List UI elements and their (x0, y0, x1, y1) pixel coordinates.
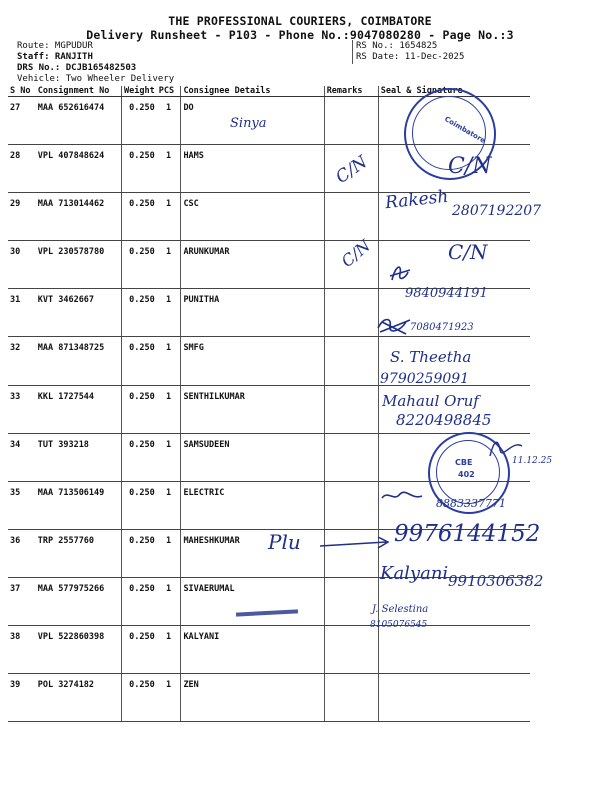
consignment-number: MAA 871348725 (36, 337, 122, 385)
serial-number: 33 (8, 385, 36, 433)
pieces-value: 1 (157, 529, 181, 577)
weight-value: 0.250 (122, 433, 157, 481)
consignee-name: SIVAERUMAL (181, 577, 324, 625)
consignee-name: KALYANI (181, 626, 324, 674)
serial-number: 30 (8, 241, 36, 289)
weight-value: 0.250 (122, 674, 157, 722)
signature-mark (380, 488, 424, 504)
table-row (8, 626, 530, 674)
stamp-text: 402 (458, 470, 475, 479)
consignment-number: TUT 393218 (36, 433, 122, 481)
col-header: Seal & Signature (378, 86, 530, 97)
weight-value: 0.250 (122, 97, 157, 145)
weight-value: 0.250 (122, 193, 157, 241)
remarks-cell (324, 433, 378, 481)
handwritten-name: Kalyani (380, 563, 449, 584)
runsheet-title: Delivery Runsheet - P103 - Phone No.:9047080280 - Page No.:3 (86, 28, 514, 42)
handwritten-note: C/N (332, 152, 372, 188)
arrow-mark (318, 534, 392, 554)
handwritten-note: C/N (448, 154, 492, 179)
remarks-cell (324, 674, 378, 722)
consignee-name: ELECTRIC (181, 481, 324, 529)
rs-no-label: RS No.: 1654825 (356, 41, 438, 51)
handwritten-note: C/N (448, 240, 488, 264)
rs-date-label: RS Date: 11-Dec-2025 (356, 52, 465, 62)
consignee-name: SENTHILKUMAR (181, 385, 324, 433)
weight-value: 0.250 (122, 241, 157, 289)
route-label: Route: MGPUDUR (17, 41, 93, 51)
pieces-value: 1 (157, 97, 181, 145)
remarks-cell (324, 626, 378, 674)
serial-number: 27 (8, 97, 36, 145)
stamp-text: CBE (455, 458, 473, 467)
pieces-value: 1 (157, 433, 181, 481)
drs-label: DRS No.: DCJB165482503 (17, 63, 137, 73)
consignment-number: VPL 407848624 (36, 145, 122, 193)
signature-mark (388, 262, 412, 284)
table-row (8, 674, 530, 722)
consignee-name: ARUNKUMAR (181, 241, 324, 289)
handwritten-phone: 9790259091 (380, 371, 470, 387)
pieces-value: 1 (157, 385, 181, 433)
rs-divider (352, 40, 353, 64)
serial-number: 34 (8, 433, 36, 481)
serial-number: 39 (8, 674, 36, 722)
handwritten-phone: 9840944191 (405, 286, 488, 301)
handwritten-phone: 9976144152 (394, 521, 541, 547)
company-title: THE PROFESSIONAL COURIERS, COIMBATORE (168, 14, 432, 28)
consignment-number: KVT 3462667 (36, 289, 122, 337)
consignee-name: CSC (181, 193, 324, 241)
staff-label: Staff: RANJITH (17, 52, 93, 62)
col-header: Weight (122, 86, 157, 97)
handwritten-phone: 7080471923 (410, 322, 474, 333)
consignment-number: MAA 652616474 (36, 97, 122, 145)
serial-number: 29 (8, 193, 36, 241)
consignment-number: VPL 230578780 (36, 241, 122, 289)
serial-number: 31 (8, 289, 36, 337)
handwritten-date: 11.12.25 (512, 456, 553, 466)
col-header: Remarks (324, 86, 378, 97)
remarks-cell (324, 193, 378, 241)
serial-number: 37 (8, 577, 36, 625)
handwritten-name: S. Theetha (390, 348, 472, 366)
pieces-value: 1 (157, 241, 181, 289)
remarks-cell (324, 577, 378, 625)
pieces-value: 1 (157, 577, 181, 625)
weight-value: 0.250 (122, 145, 157, 193)
vehicle-label: Vehicle: Two Wheeler Delivery (17, 74, 175, 84)
handwritten-phone: 8105076545 (370, 620, 428, 630)
remarks-cell (324, 481, 378, 529)
weight-value: 0.250 (122, 529, 157, 577)
remarks-cell (324, 97, 378, 145)
consignee-name: PUNITHA (181, 289, 324, 337)
weight-value: 0.250 (122, 289, 157, 337)
serial-number: 38 (8, 626, 36, 674)
handwritten-name: J. Selestina (372, 604, 429, 615)
handwritten-phone: 8220498845 (396, 411, 492, 429)
handwritten-name: Sinya (230, 116, 267, 131)
handwritten-name: Rakesh (384, 186, 450, 214)
consignment-number: KKL 1727544 (36, 385, 122, 433)
consignment-number: MAA 713506149 (36, 481, 122, 529)
weight-value: 0.250 (122, 626, 157, 674)
pieces-value: 1 (157, 674, 181, 722)
col-header: S No (8, 86, 36, 97)
remarks-cell (324, 385, 378, 433)
consignment-number: TRP 2557760 (36, 529, 122, 577)
pieces-value: 1 (157, 337, 181, 385)
serial-number: 28 (8, 145, 36, 193)
consignee-name: SMFG (181, 337, 324, 385)
weight-value: 0.250 (122, 577, 157, 625)
stamp-text: Coimbatore (443, 115, 487, 145)
col-header: Consignment No (36, 86, 122, 97)
remarks-cell (324, 289, 378, 337)
consignee-name: HAMS (181, 145, 324, 193)
pieces-value: 1 (157, 289, 181, 337)
serial-number: 35 (8, 481, 36, 529)
handwritten-phone: 2807192207 (452, 203, 542, 219)
consignment-number: MAA 577975266 (36, 577, 122, 625)
pieces-value: 1 (157, 481, 181, 529)
consignee-name: MAHESHKUMAR (181, 529, 324, 577)
weight-value: 0.250 (122, 481, 157, 529)
consignee-name: SAMSUDEEN (181, 433, 324, 481)
serial-number: 36 (8, 529, 36, 577)
handwritten-name: Plu (268, 530, 301, 554)
remarks-cell (324, 337, 378, 385)
signature-cell (378, 626, 530, 674)
consignee-name: ZEN (181, 674, 324, 722)
pieces-value: 1 (157, 626, 181, 674)
signature-cell (378, 674, 530, 722)
serial-number: 32 (8, 337, 36, 385)
handwritten-name: Mahaul Oruf (382, 392, 479, 410)
col-header: PCS (157, 86, 181, 97)
consignee-name: DO (181, 97, 324, 145)
pieces-value: 1 (157, 193, 181, 241)
handwritten-note: C/N (337, 236, 375, 271)
weight-value: 0.250 (122, 337, 157, 385)
weight-value: 0.250 (122, 385, 157, 433)
consignment-number: POL 3274182 (36, 674, 122, 722)
pieces-value: 1 (157, 145, 181, 193)
handwritten-phone: 9910306382 (448, 572, 544, 590)
handwritten-phone: 8883337771 (436, 497, 506, 510)
consignment-number: VPL 522860398 (36, 626, 122, 674)
consignment-number: MAA 713014462 (36, 193, 122, 241)
signature-mark (376, 314, 412, 338)
col-header: Consignee Details (181, 86, 324, 97)
